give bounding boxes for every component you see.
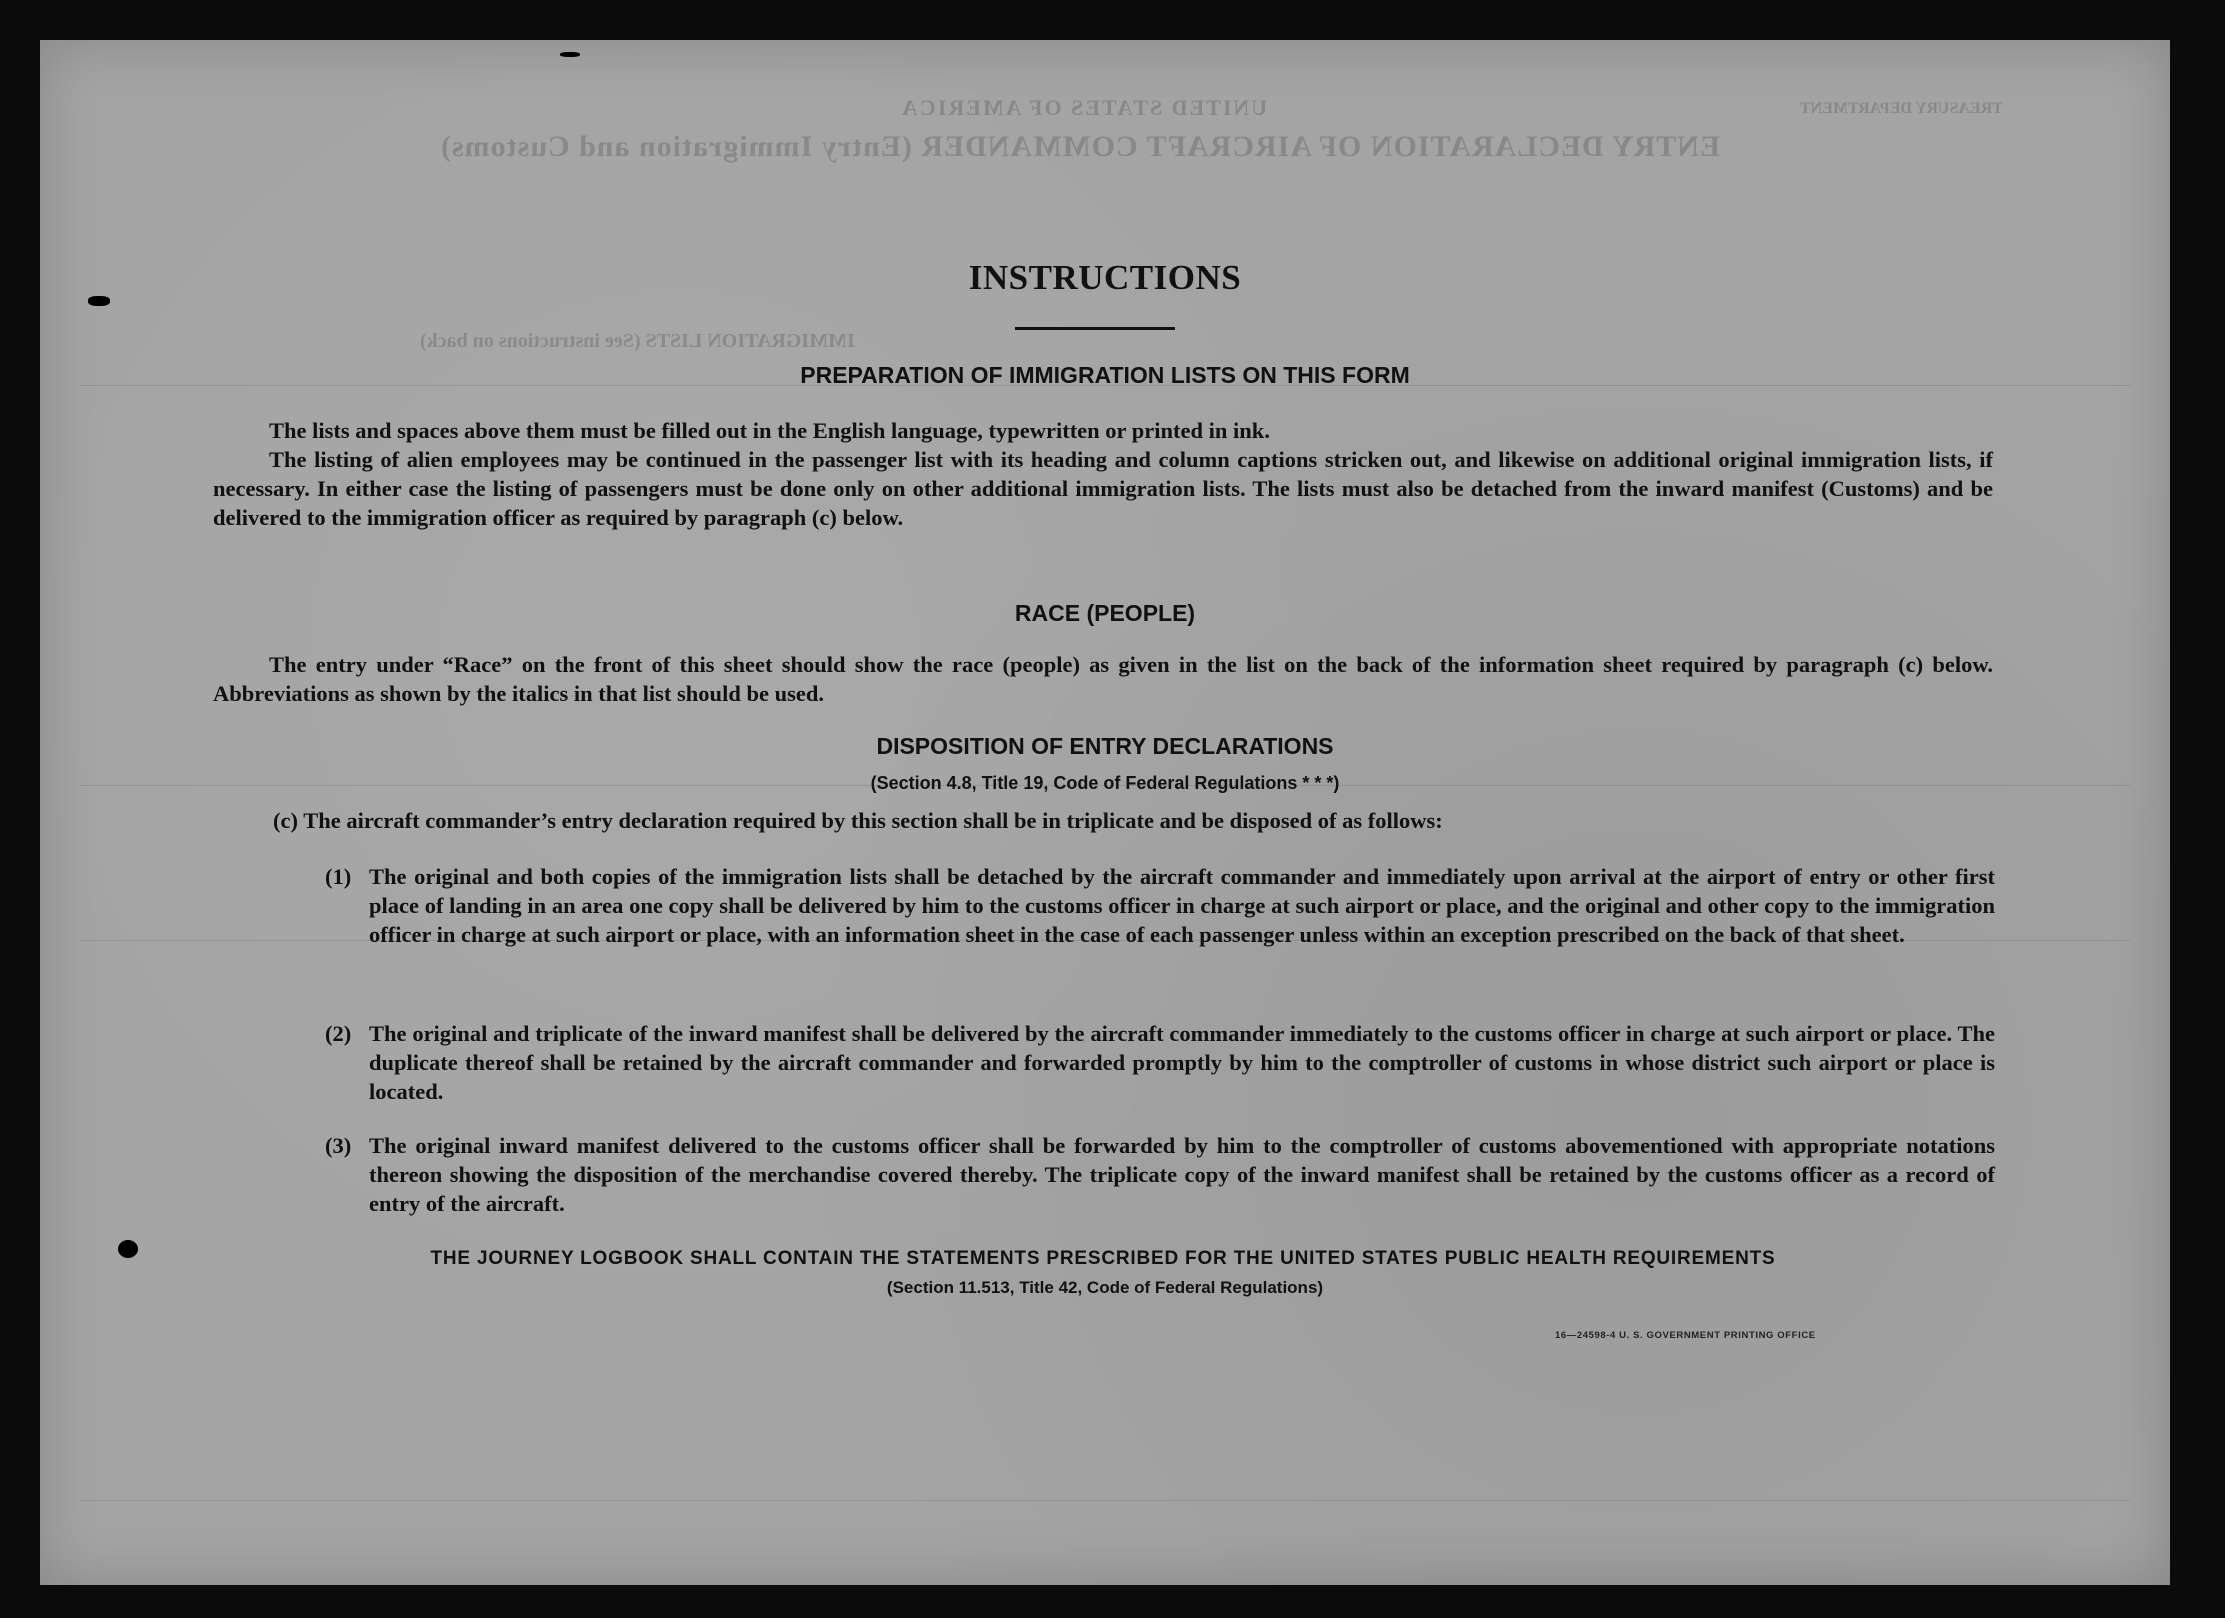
instructions-content bbox=[40, 40, 2170, 1585]
public-health-citation: (Section 11.513, Title 42, Code of Federal Regulations) bbox=[886, 1278, 1324, 1297]
show-through-text: UNITED STATES OF AMERICA bbox=[900, 95, 1268, 120]
race-paragraph: The entry under “Race” on the front of this sheet should show the race (people) as given in the list on the back of the information sheet required by paragraph (c) below. Abbreviations as shown by the italics in that list should be used. bbox=[213, 652, 1993, 706]
public-health-notice: THE JOURNEY LOGBOOK SHALL CONTAIN THE STATEMENTS PRESCRIBED FOR THE UNITED STATES PUBLIC HEALTH REQUIREMENTS bbox=[430, 1248, 1776, 1269]
document-sheet bbox=[40, 40, 2170, 1585]
section-heading-preparation: PREPARATION OF IMMIGRATION LISTS ON THIS FORM bbox=[800, 362, 1410, 388]
preparation-paragraph-1: The lists and spaces above them must be filled out in the English language, typewritten or printed in ink. bbox=[269, 418, 1270, 443]
item-number: (2) bbox=[325, 1021, 352, 1046]
show-through-text: TREASURY DEPARTMENT bbox=[1800, 100, 2003, 117]
item-text: The original inward manifest delivered to the customs officer shall be forwarded by him to the comptroller of customs abovementioned with appropriate notations thereon showing the disposition of the merchandise covered thereby. The triplicate copy of the inward manifest shall be retained by the customs officer as a record of entry of the aircraft. bbox=[369, 1133, 1995, 1216]
paragraph-c-text: The aircraft commander’s entry declaration required by this section shall be in triplicate and be disposed of as follows: bbox=[303, 808, 1443, 833]
printing-office-code: 16—24598-4 U. S. GOVERNMENT PRINTING OFFICE bbox=[1555, 1330, 1816, 1341]
section-heading-race: RACE (PEOPLE) bbox=[1014, 600, 1196, 626]
item-text: The original and triplicate of the inward manifest shall be delivered by the aircraft commander immediately to the customs officer in charge at such airport or place. The duplicate thereof shall be retained by the aircraft commander and forwarded promptly by him to the comptroller of customs in whose district such airport or place is located. bbox=[369, 1021, 1995, 1104]
show-through-text: ENTRY DECLARATION OF AIRCRAFT COMMANDER (Entry Immigration and Customs) bbox=[440, 130, 1720, 163]
disposition-c-paragraph bbox=[273, 806, 2013, 835]
preparation-paragraph-2: The listing of alien employees may be continued in the passenger list with its heading and column captions stricken out, and likewise on additional original immigration lists, if necessary. In either case the listing of passengers must be done only on other additional immigration lists. The lists must also be detached from the inward manifest (Customs) and be delivered to the immigration officer as required by paragraph (c) below. bbox=[213, 447, 1993, 530]
disposition-item-2 bbox=[325, 1019, 1995, 1106]
section-heading-disposition: DISPOSITION OF ENTRY DECLARATIONS bbox=[876, 733, 1334, 759]
show-through-text: IMMIGRATION LISTS (See instructions on back) bbox=[420, 330, 855, 352]
item-text: The original and both copies of the immigration lists shall be detached by the aircraft commander and immediately upon arrival at the airport of entry or other first place of landing in an area one copy shall be delivered by him to the customs officer in charge at such airport or place, and the original and other copy to the immigration officer in charge at such airport or place, with an information sheet in the case of each passenger unless within an exception prescribed on the back of that sheet. bbox=[369, 864, 1995, 947]
page-title: INSTRUCTIONS bbox=[968, 258, 1242, 297]
disposition-item-3 bbox=[325, 1131, 1995, 1218]
disposition-item-1 bbox=[325, 862, 1995, 949]
paragraph-c-label: (c) bbox=[273, 808, 298, 833]
title-underline bbox=[1015, 327, 1175, 330]
item-number: (3) bbox=[325, 1133, 352, 1158]
disposition-citation: (Section 4.8, Title 19, Code of Federal Regulations * * *) bbox=[870, 773, 1340, 793]
item-number: (1) bbox=[325, 864, 352, 889]
